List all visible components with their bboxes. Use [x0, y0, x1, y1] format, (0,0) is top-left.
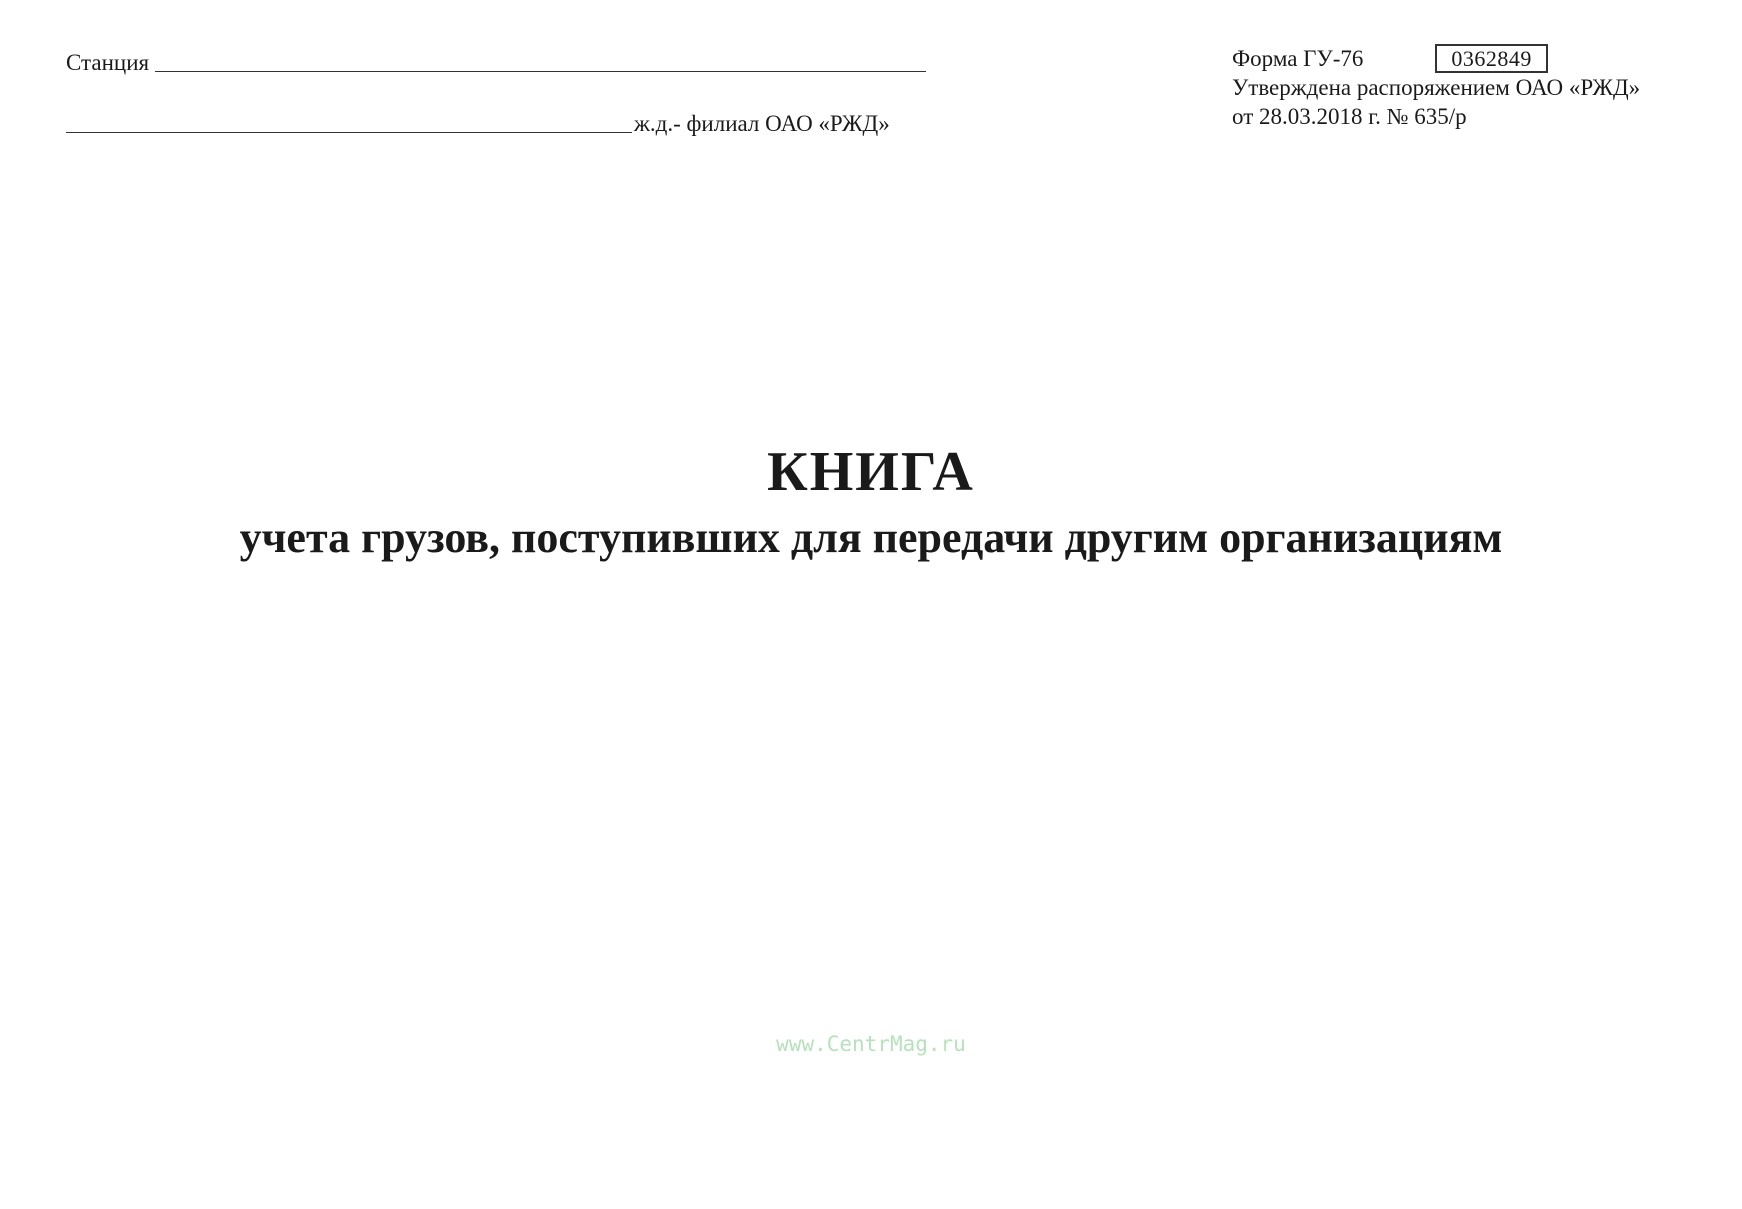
book-title: КНИГА — [767, 441, 975, 503]
branch-row — [66, 107, 926, 137]
book-subtitle: учета грузов, поступивших для передачи другим организациям — [239, 513, 1503, 562]
header-left — [66, 46, 926, 137]
title-block — [0, 440, 1742, 566]
station-blank-line — [155, 49, 926, 72]
serial-number-box: 0362849 — [1435, 44, 1548, 73]
approval-line-1: Утверждена распоряжением ОАО «РЖД» — [1232, 75, 1641, 100]
branch-blank-line — [66, 110, 632, 133]
approval-line-2: от 28.03.2018 г. № 635/р — [1232, 104, 1467, 129]
station-label: Станция — [66, 50, 150, 75]
header-right — [1232, 44, 1702, 131]
form-row — [1232, 44, 1702, 73]
branch-label: ж.д.- филиал ОАО «РЖД» — [634, 111, 890, 136]
form-code: Форма ГУ-76 — [1232, 46, 1364, 71]
station-row — [66, 46, 926, 76]
watermark-text: www.CentrMag.ru — [776, 1032, 966, 1056]
